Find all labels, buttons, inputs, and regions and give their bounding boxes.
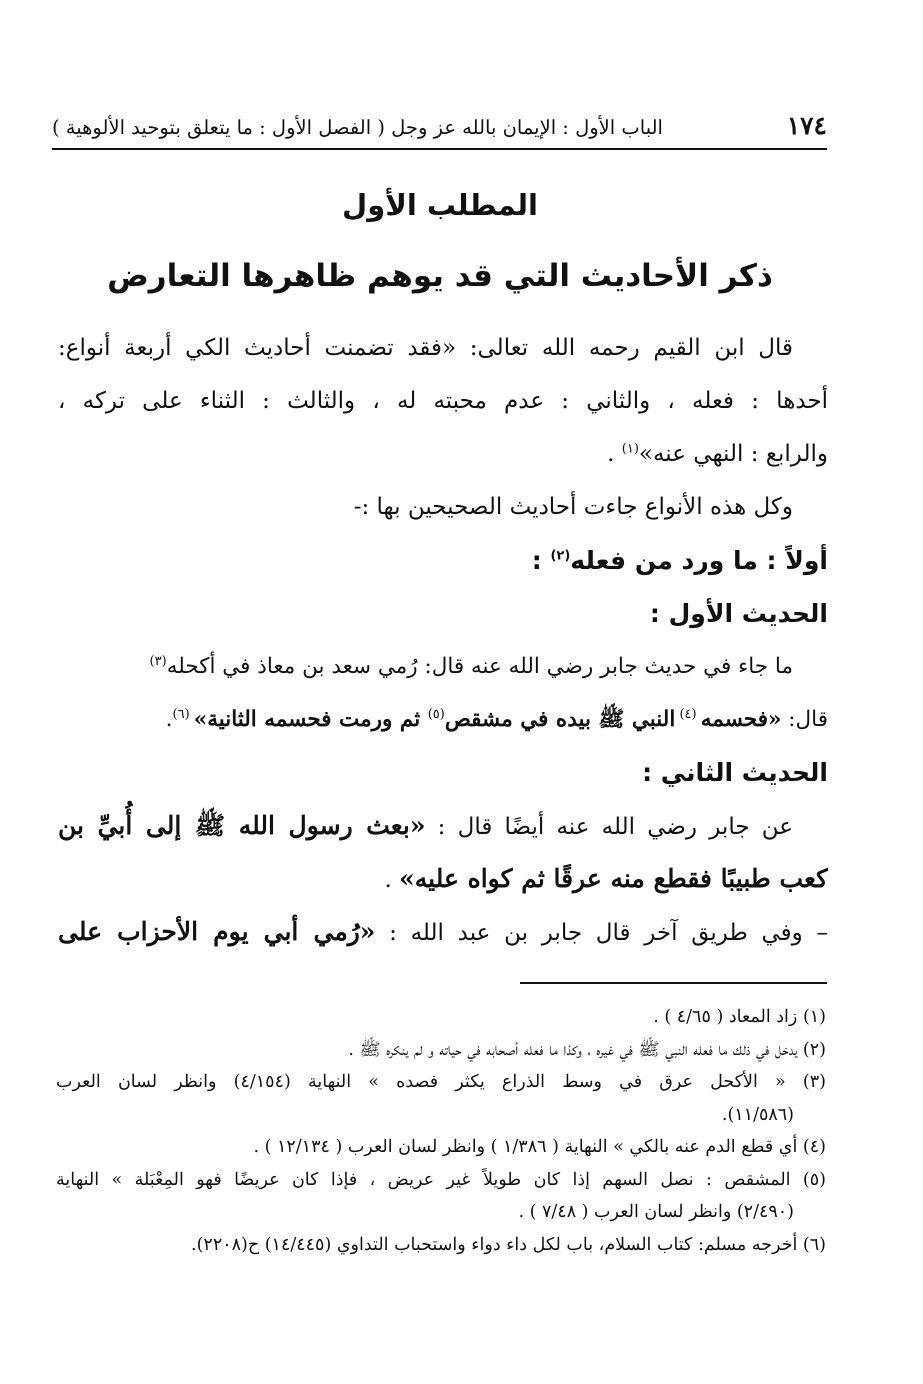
body-line: قال: «فحسمه $^{(٤)}$ النبي ﷺ بيده في مشقص$^{(٥)}$ ثم ورمت فحسمه الثانية» $^{(٦)}$. [165,706,828,732]
body-text [58,322,828,958]
body-line: والرابع : النهي عنه»$^{(١)}$ . [607,441,828,467]
footnote-ref: (١) [621,441,639,457]
body-line: – وفي طريق آخر قال جابر بن عبد الله : «رُمي أبي يوم الأحزاب على [58,917,828,946]
footnote-3-cont: (١١/٥٨٦). [721,1104,794,1125]
body-line: وكل هذه الأنواع جاءت أحاديث الصحيحين بها :- [353,494,793,520]
footnote-5-cont: (٢/٤٩٠) وانظر لسان العرب ( ٧/٤٨ ) . [518,1202,794,1222]
subheading-first-kind: أولاً : ما ورد من فعله$^{(٢)}$ : [531,546,828,575]
section-heading: المطلب الأول [342,188,538,222]
body-line: عن جابر رضي الله عنه أيضًا قال : «بعث رسول الله ﷺ إلى أُبيِّ بن [58,811,793,840]
running-head [52,108,827,150]
main-title: ذكر الأحاديث التي قد يوهم ظاهرها التعارض [107,258,773,294]
footnote-6: (٦) أخرجه مسلم: كتاب السلام، باب لكل داء دواء واستحباب التداوي (١٤/٤٤٥) ح(٢٢٠٨). [191,1234,826,1255]
footnote-3: (٣) « الأكحل عرق في وسط الذراع يكثر فصده » النهاية (٤/١٥٤) وانظر لسان العرب [56,1072,826,1092]
footnote-ref: (٦) [172,706,194,722]
footnote-4: (٤) أي قطع الدم عنه بالكي » النهاية ( ١/٣٨٦ ) وانظر لسان العرب ( ١٢/١٣٤ ) . [253,1137,826,1157]
footnote-ref: (٤) [675,706,701,722]
footnote-1: (١) زاد المعاد ( ٤/٦٥ ) . [653,1007,826,1027]
footnote-ref: (٥) [427,706,445,722]
footnote-5: (٥) المشقص : نصل السهم إذا كان طويلاً غير عريض ، فإذا كان عريضًا فهو المِعْبَلة » النهاية [56,1169,826,1190]
body-line: ما جاء في حديث جابر رضي الله عنه قال: رُمي سعد بن معاذ في أكحله$^{(٣)}$ [149,653,793,679]
page-number: ١٧٤ [786,111,827,140]
footnote-2: (٢) يدخل في ذلك ما فعله النبي ﷺ في غيره ، وكذا ما فعله أصحابه في حياته و لم ينكره ﷺ . [348,1039,826,1060]
body-line: قال ابن القيم رحمه الله تعالى: «فقد تضمنت أحاديث الكي أربعة أنواع: [58,335,793,361]
body-line: كعب طبيبًا فقطع منه عرقًا ثم كواه عليه» . [384,864,828,893]
subheading-second-hadith: الحديث الثاني : [642,758,828,787]
running-title: الباب الأول : الإيمان بالله عز وجل ( الفصل الأول : ما يتعلق بتوحيد الألوهية ) [52,116,663,139]
footnote-ref: (٣) [149,653,167,669]
footnote-ref: (٢) [550,548,571,564]
body-line: أحدها : فعله ، والثاني : عدم محبته له ، والثالث : الثناء على تركه ، [58,388,828,414]
footnote-separator [520,982,827,984]
footnotes [56,1001,826,1261]
subheading-first-hadith: الحديث الأول : [649,599,828,628]
